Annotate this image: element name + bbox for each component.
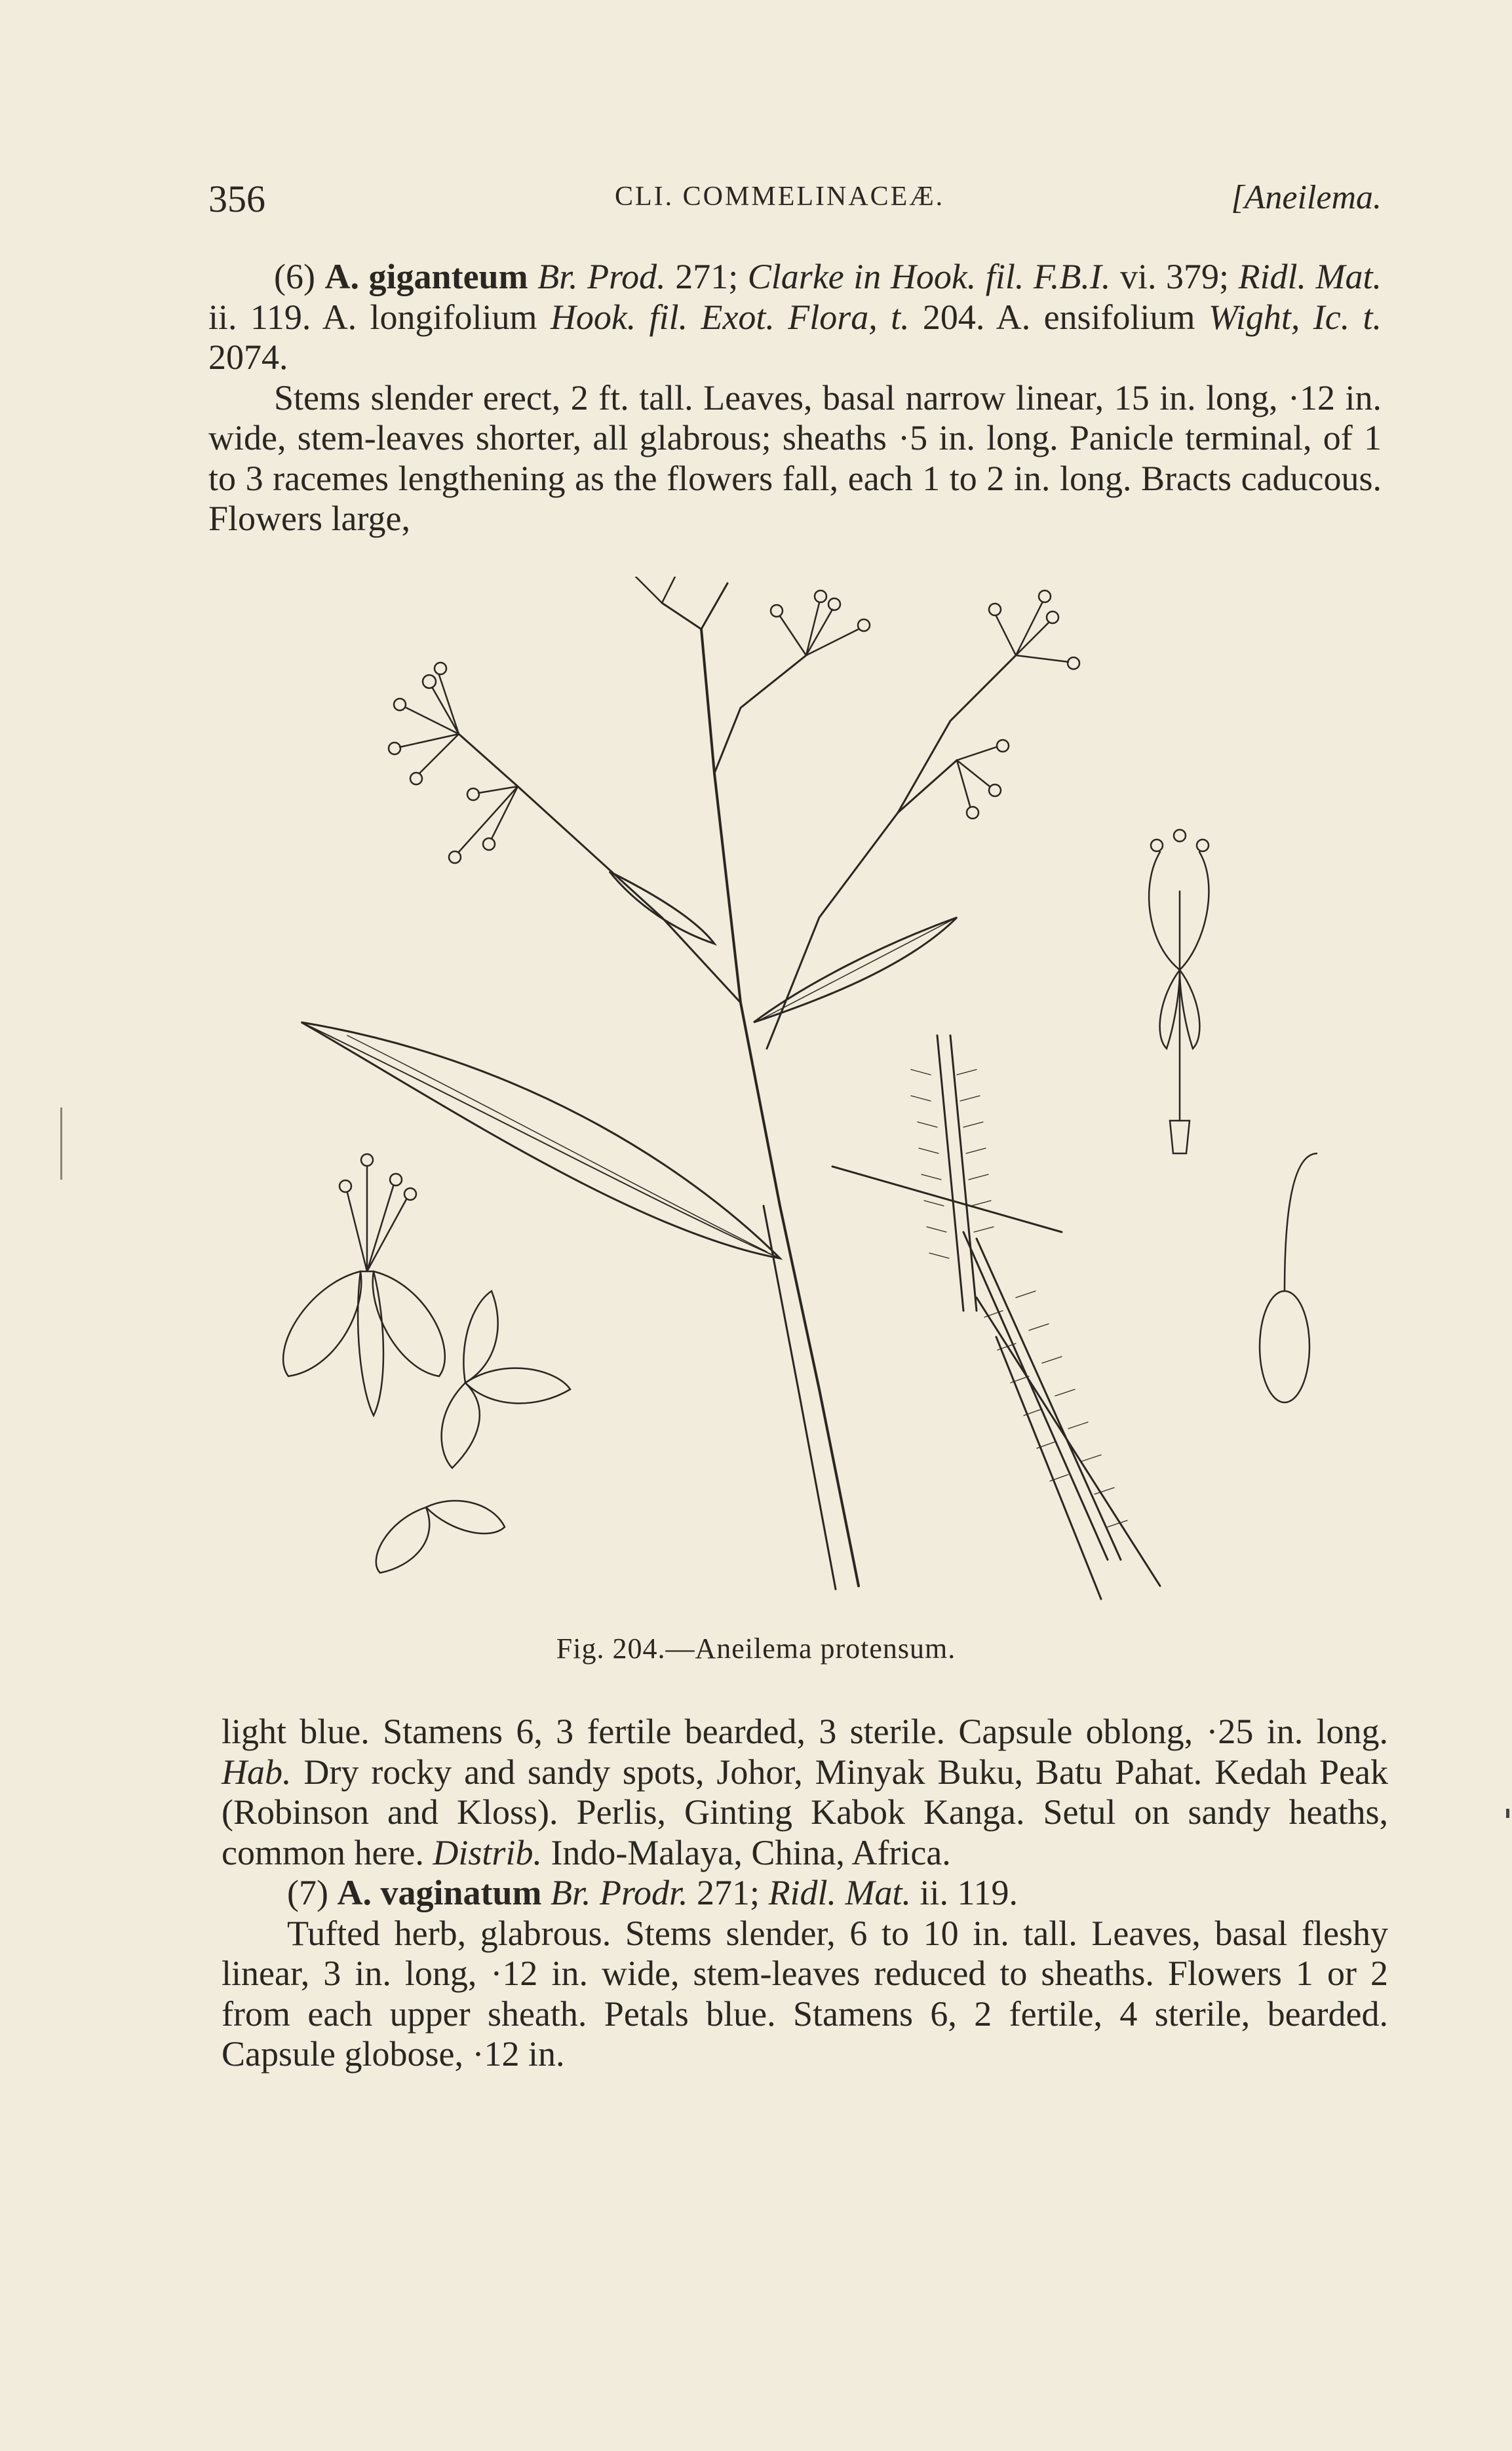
citation-ref: Ridl. Mat. bbox=[1238, 257, 1382, 296]
citation-ref: Br. Prod. bbox=[537, 257, 666, 296]
synonym: A. longifolium bbox=[322, 297, 537, 337]
running-header bbox=[208, 177, 1382, 229]
entry-number: (7) bbox=[287, 1873, 328, 1912]
species-6-description: Stems slender erect, 2 ft. tall. Leaves, basal narrow linear, 15 in. long, ·12 in. wide, stem-leaves shorter, all glabrous; sheaths ·5 in. long. Panicle terminal, of 1 to 3 racemes lengthening as the flowers fall, each 1 to 2 in. long. Bracts caducous. Flowers large, bbox=[208, 377, 1382, 538]
distribution-text: Indo-Malaya, China, Africa. bbox=[551, 1832, 951, 1872]
species-7-citation bbox=[222, 1873, 1388, 1914]
botanical-illustration bbox=[242, 577, 1317, 1625]
citation-ref: Br. Prodr. bbox=[551, 1873, 688, 1912]
synonym-authority: Hook. fil. Exot. Flora, t. bbox=[550, 297, 910, 337]
section-title: CLI. COMMELINACEÆ. bbox=[615, 182, 945, 212]
citation-num: vi. 379; bbox=[1119, 257, 1229, 296]
citation-num: 2074. bbox=[208, 338, 288, 377]
description-text: light blue. Stamens 6, 3 fertile bearded, 3 sterile. Capsule oblong, ·25 in. long. bbox=[222, 1712, 1388, 1751]
synonym-authority: Wight, Ic. t. bbox=[1208, 297, 1382, 337]
species-7-description: Tufted herb, glabrous. Stems slender, 6 to 10 in. tall. Leaves, basal fleshy linear, 3 in. long, ·12 in. wide, stem-leaves reduced to sheaths. Flowers 1 or 2 from each upper sheath. Petals blue. Stamens 6, 2 fertile, 4 sterile, bearded. Capsule globose, ·12 in. bbox=[222, 1913, 1388, 2074]
citation-num: 271; bbox=[697, 1873, 760, 1912]
citation-num: ii. 119. bbox=[920, 1873, 1018, 1912]
species-6-entry bbox=[208, 257, 1382, 539]
citation-ref: Ridl. Mat. bbox=[768, 1873, 912, 1912]
margin-scan-mark bbox=[1506, 1809, 1509, 1818]
page-number: 356 bbox=[208, 178, 265, 220]
habitat-text: Dry rocky and sandy spots, Johor, Minyak Buku, Batu Pahat. Kedah Peak (Robinson and Kloss). Perlis, Ginting Kabok Kanga. Setul on sandy heaths, common here. bbox=[222, 1752, 1389, 1872]
genus-heading: [Aneilema. bbox=[1231, 179, 1382, 216]
citation-num: 271; bbox=[675, 257, 739, 296]
distribution-label: Distrib. bbox=[433, 1832, 542, 1872]
species-name: A. giganteum bbox=[324, 257, 528, 296]
synonym: A. ensifolium bbox=[996, 297, 1195, 337]
entry-number: (6) bbox=[274, 257, 315, 296]
citation-num: 204. bbox=[922, 297, 985, 337]
species-entries-continued bbox=[222, 1712, 1388, 2075]
species-name: A. vaginatum bbox=[337, 1873, 542, 1912]
citation-num: ii. 119. bbox=[208, 297, 311, 337]
species-6-citation bbox=[208, 257, 1382, 378]
habitat-label: Hab. bbox=[222, 1752, 292, 1792]
species-6-continuation bbox=[222, 1712, 1388, 1873]
citation-ref: Clarke in Hook. fil. F.B.I. bbox=[747, 257, 1111, 296]
figure-caption: Fig. 204.—Aneilema protensum. bbox=[556, 1632, 956, 1665]
margin-scan-mark bbox=[60, 1108, 62, 1180]
